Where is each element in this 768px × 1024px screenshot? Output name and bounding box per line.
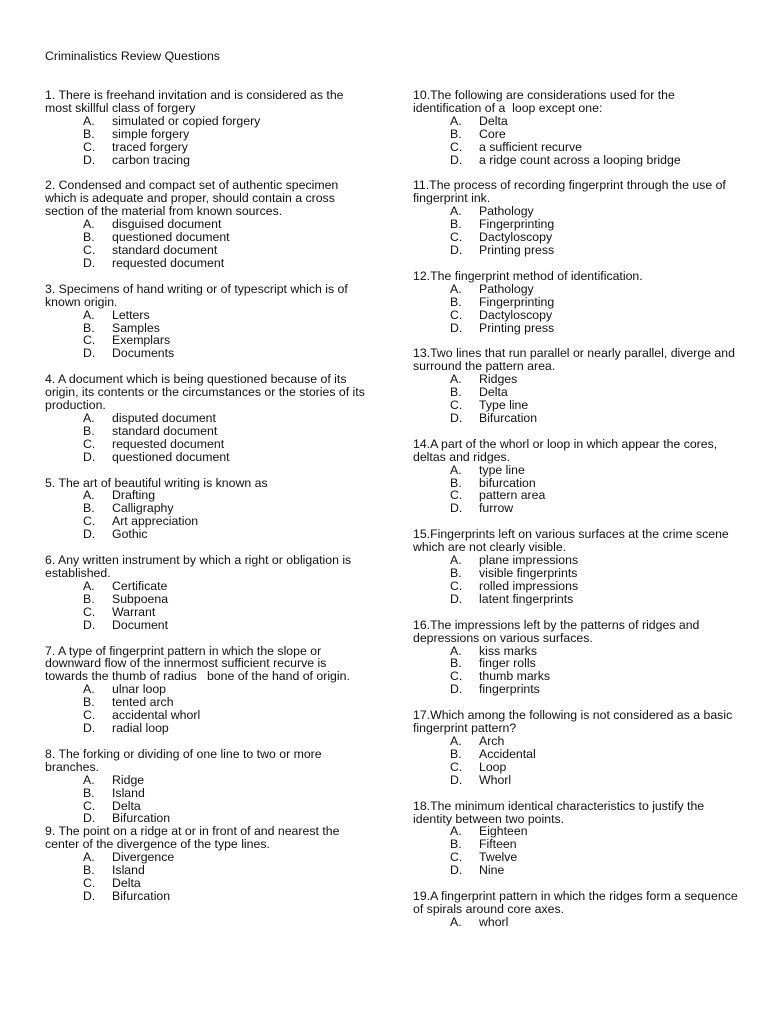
option-text: Document: [112, 617, 169, 632]
option-letter: A.: [83, 307, 95, 322]
option-letter: A.: [450, 824, 462, 839]
option-letter: C.: [83, 798, 96, 813]
answer-option: [413, 244, 743, 257]
option-letter: D.: [83, 811, 96, 826]
answer-option: [45, 877, 365, 890]
answer-option: [45, 347, 365, 360]
option-letter: A.: [450, 914, 462, 929]
option-text: Ridges: [479, 372, 518, 387]
answer-options: [45, 115, 365, 167]
option-text: rolled impressions: [479, 578, 579, 593]
option-text: Island: [112, 863, 145, 878]
answer-option: [45, 619, 365, 632]
option-text: Type line: [479, 398, 529, 413]
answer-options: [413, 916, 743, 929]
option-letter: B.: [83, 501, 95, 516]
question-item: [45, 372, 369, 464]
option-text: simple forgery: [112, 126, 190, 141]
option-text: Fingerprinting: [479, 217, 555, 232]
option-text: Bifurcation: [112, 811, 171, 826]
option-letter: B.: [83, 126, 95, 141]
answer-option: [413, 502, 743, 515]
answer-options: [413, 464, 743, 516]
option-text: tented arch: [112, 695, 174, 710]
question-item: [45, 89, 365, 166]
option-text: visible fingerprints: [479, 566, 578, 580]
option-letter: A.: [83, 488, 95, 503]
option-text: Twelve: [479, 850, 518, 865]
answer-option: [413, 580, 743, 593]
answer-options: [413, 554, 743, 606]
option-letter: D.: [450, 242, 463, 257]
option-letter: A.: [450, 733, 462, 748]
option-letter: B.: [450, 385, 462, 400]
option-text: Dactyloscopy: [479, 307, 553, 322]
option-text: Delta: [112, 798, 141, 813]
option-letter: A.: [83, 578, 95, 593]
option-letter: D.: [83, 346, 96, 361]
option-text: Drafting: [112, 488, 156, 503]
option-letter: C.: [450, 759, 463, 774]
option-letter: D.: [83, 152, 96, 167]
option-letter: D.: [450, 863, 463, 878]
option-letter: D.: [83, 527, 96, 542]
option-letter: A.: [450, 462, 462, 477]
option-letter: C.: [450, 139, 463, 154]
option-letter: A.: [450, 372, 462, 387]
option-letter: C.: [83, 875, 96, 890]
answer-option: [45, 438, 365, 451]
option-letter: B.: [83, 695, 95, 710]
option-letter: A.: [83, 772, 95, 787]
question-item: [413, 528, 743, 605]
answer-option: [413, 412, 743, 425]
option-letter: B.: [83, 320, 95, 335]
answer-options: [45, 489, 365, 541]
option-text: Fifteen: [479, 837, 517, 852]
answer-option: [413, 477, 743, 490]
option-text: Whorl: [479, 772, 512, 787]
question-stem: 2. Condensed and compact set of authentic specimen which is adequate and proper, should contain a cross section of the material from known sources.: [45, 178, 342, 219]
option-text: latent fingerprints: [479, 591, 574, 606]
answer-options: [413, 373, 743, 425]
answer-option: [45, 244, 365, 257]
answer-option: [45, 722, 365, 735]
question-stem: 3. Specimens of hand writing or of typescript which is of known origin.: [45, 281, 352, 309]
option-letter: C.: [83, 139, 96, 154]
question-stem: 6. Any written instrument by which a right or obligation is established.: [45, 553, 355, 580]
option-text: standard document: [112, 423, 218, 438]
answer-option: [45, 580, 365, 593]
option-text: Dactyloscopy: [479, 230, 553, 245]
document-title: Criminalistics Review Questions: [45, 49, 220, 63]
option-letter: D.: [83, 617, 96, 632]
question-item: [413, 89, 743, 166]
option-text: radial loop: [112, 720, 169, 735]
option-text: Samples: [112, 320, 160, 335]
option-text: furrow: [479, 501, 514, 516]
option-letter: D.: [450, 410, 463, 425]
option-letter: B.: [83, 423, 95, 438]
question-stem: 8. The forking or dividing of one line to two or more branches.: [45, 746, 326, 774]
answer-option: [413, 399, 743, 412]
answer-option: [45, 787, 365, 800]
option-text: Documents: [112, 346, 175, 361]
answer-option: [413, 231, 743, 244]
question-stem: 7. A type of fingerprint pattern in which the slope or downward flow of the innermost sufficient recurve is towards the thumb of radius bone of the hand of origin.: [45, 643, 350, 684]
question-stem: 11.The process of recording fingerprint through the use of fingerprint ink.: [413, 178, 730, 206]
answer-option: [45, 774, 365, 787]
question-item: [413, 890, 743, 929]
option-text: Loop: [479, 759, 507, 774]
option-letter: B.: [450, 126, 462, 141]
answer-options: [45, 851, 365, 903]
option-text: Fingerprinting: [479, 294, 555, 309]
question-stem: 12.The fingerprint method of identification.: [413, 268, 643, 283]
option-letter: A.: [83, 682, 95, 697]
option-letter: C.: [83, 242, 96, 257]
answer-option: [413, 748, 743, 761]
answer-option: [45, 864, 365, 877]
option-text: requested document: [112, 436, 225, 451]
option-text: a sufficient recurve: [479, 139, 582, 154]
answer-option: [413, 205, 743, 218]
option-text: whorl: [479, 914, 509, 929]
answer-option: [413, 464, 743, 477]
option-letter: C.: [83, 514, 96, 529]
option-text: simulated or copied forgery: [112, 113, 261, 128]
option-text: a ridge count across a looping bridge: [479, 152, 681, 167]
option-text: disguised document: [112, 217, 222, 232]
question-stem: 4. A document which is being questioned because of its origin, its contents or the circumstances or the stories of its production.: [45, 372, 369, 413]
option-letter: B.: [450, 566, 462, 580]
answer-option: [413, 774, 743, 787]
question-item: [45, 179, 365, 269]
answer-options: [45, 412, 365, 464]
question-item: [45, 283, 365, 360]
option-letter: C.: [450, 398, 463, 413]
option-text: kiss marks: [479, 643, 538, 658]
option-text: Nine: [479, 863, 505, 878]
right-question-column: [413, 89, 743, 929]
option-text: questioned document: [112, 449, 230, 464]
answer-option: [413, 657, 743, 670]
option-letter: D.: [450, 591, 463, 606]
option-text: Accidental: [479, 746, 536, 761]
answer-options: [413, 735, 743, 787]
question-stem: 18.The minimum identical characteristics to justify the identity between two points.: [413, 798, 708, 826]
question-stem: 9. The point on a ridge at or in front of and nearest the center of the divergence of the type lines.: [45, 824, 343, 852]
answer-options: [45, 774, 365, 826]
option-letter: D.: [450, 501, 463, 516]
option-text: Delta: [479, 385, 508, 400]
answer-option: [45, 154, 365, 167]
answer-option: [45, 141, 365, 154]
option-text: Pathology: [479, 204, 534, 219]
question-stem: 17.Which among the following is not considered as a basic fingerprint pattern?: [413, 708, 736, 736]
answer-option: [413, 683, 743, 696]
question-stem: 1. There is freehand invitation and is considered as the most skillful class of forgery: [45, 88, 347, 115]
option-letter: D.: [450, 772, 463, 787]
answer-option: [413, 309, 743, 322]
option-text: Bifurcation: [479, 410, 538, 425]
answer-option: [45, 412, 365, 425]
answer-option: [413, 218, 743, 231]
question-stem: 14.A part of the whorl or loop in which appear the cores, deltas and ridges.: [413, 436, 721, 464]
answer-option: [413, 554, 743, 567]
answer-option: [413, 761, 743, 774]
option-text: bifurcation: [479, 475, 536, 490]
option-text: ulnar loop: [112, 682, 167, 697]
answer-option: [413, 851, 743, 864]
option-text: Core: [479, 126, 506, 141]
option-letter: B.: [83, 230, 95, 245]
option-text: carbon tracing: [112, 152, 190, 167]
answer-option: [413, 296, 743, 309]
answer-option: [45, 425, 365, 438]
option-text: Letters: [112, 307, 150, 322]
answer-options: [45, 218, 365, 270]
answer-option: [413, 838, 743, 851]
option-text: Island: [112, 785, 145, 800]
option-text: Calligraphy: [112, 501, 174, 516]
question-stem: 13.Two lines that run parallel or nearly parallel, diverge and surround the pattern area.: [413, 346, 739, 374]
option-letter: C.: [83, 333, 96, 348]
answer-option: [45, 257, 365, 270]
answer-option: [413, 283, 743, 296]
question-item: [413, 709, 743, 786]
option-letter: C.: [450, 230, 463, 245]
answer-option: [45, 115, 365, 128]
question-item: [413, 619, 743, 696]
answer-option: [413, 141, 743, 154]
answer-option: [413, 593, 743, 606]
question-item: [45, 554, 365, 631]
option-letter: C.: [83, 436, 96, 451]
option-text: accidental whorl: [112, 708, 201, 723]
answer-option: [45, 528, 365, 541]
option-text: Divergence: [112, 850, 175, 865]
option-text: Gothic: [112, 527, 148, 542]
option-letter: B.: [450, 294, 462, 309]
answer-option: [413, 864, 743, 877]
option-text: finger rolls: [479, 656, 536, 671]
answer-options: [45, 309, 365, 361]
option-letter: C.: [83, 604, 96, 619]
answer-options: [413, 283, 743, 335]
answer-option: [413, 154, 743, 167]
answer-options: [413, 645, 743, 697]
option-letter: C.: [83, 708, 96, 723]
answer-options: [413, 115, 743, 167]
option-letter: D.: [83, 449, 96, 464]
option-letter: B.: [450, 475, 462, 490]
option-letter: A.: [450, 113, 462, 128]
option-letter: D.: [83, 888, 96, 903]
option-letter: C.: [450, 488, 463, 503]
option-letter: B.: [450, 746, 462, 761]
answer-option: [413, 128, 743, 141]
answer-option: [413, 645, 743, 658]
option-text: Printing press: [479, 242, 555, 257]
answer-option: [413, 322, 743, 335]
option-text: Ridge: [112, 772, 145, 787]
option-letter: A.: [83, 113, 95, 128]
option-text: thumb marks: [479, 669, 551, 684]
option-text: Warrant: [112, 604, 156, 619]
option-letter: C.: [450, 307, 463, 322]
answer-options: [45, 580, 365, 632]
option-text: questioned document: [112, 230, 230, 245]
option-text: Delta: [479, 113, 508, 128]
option-letter: B.: [83, 863, 95, 878]
option-letter: D.: [450, 682, 463, 697]
option-text: Printing press: [479, 320, 555, 335]
option-letter: D.: [450, 152, 463, 167]
option-text: Exemplars: [112, 333, 171, 348]
option-text: Delta: [112, 875, 141, 890]
answer-option: [413, 735, 743, 748]
option-letter: C.: [450, 578, 463, 593]
option-letter: D.: [450, 320, 463, 335]
question-item: [413, 347, 743, 424]
option-text: Arch: [479, 733, 505, 748]
option-letter: A.: [83, 217, 95, 232]
question-stem: 19.A fingerprint pattern in which the ridges form a sequence of spirals around core axes.: [413, 889, 742, 916]
option-text: pattern area: [479, 488, 546, 503]
option-letter: C.: [450, 850, 463, 865]
option-text: Subpoena: [112, 591, 169, 606]
option-letter: A.: [450, 643, 462, 658]
answer-option: [413, 115, 743, 128]
answer-option: [45, 309, 365, 322]
option-letter: A.: [83, 850, 95, 865]
left-question-column: [45, 88, 369, 903]
option-letter: A.: [450, 204, 462, 219]
option-letter: B.: [450, 217, 462, 232]
option-text: disputed document: [112, 410, 216, 425]
question-item: [413, 270, 743, 335]
question-stem: 16.The impressions left by the patterns of ridges and depressions on various surfaces.: [413, 617, 703, 645]
option-text: traced forgery: [112, 139, 188, 154]
question-item: [45, 825, 365, 902]
option-letter: B.: [450, 656, 462, 671]
option-text: Bifurcation: [112, 888, 171, 903]
question-item: [45, 645, 365, 735]
question-item: [45, 477, 365, 542]
option-letter: D.: [83, 255, 96, 270]
option-letter: D.: [83, 720, 96, 735]
answer-option: [413, 567, 743, 580]
answer-option: [413, 373, 743, 386]
option-text: requested document: [112, 255, 225, 270]
answer-option: [45, 606, 365, 619]
option-letter: C.: [450, 669, 463, 684]
option-text: Art appreciation: [112, 514, 199, 529]
question-stem: 15.Fingerprints left on various surfaces at the crime scene which are not clearly visible.: [413, 527, 733, 555]
option-letter: A.: [450, 553, 462, 568]
option-letter: B.: [83, 785, 95, 800]
answer-option: [45, 128, 365, 141]
answer-option: [413, 489, 743, 502]
option-text: Eighteen: [479, 824, 528, 839]
option-text: plane impressions: [479, 553, 579, 568]
answer-option: [413, 825, 743, 838]
answer-options: [413, 825, 743, 877]
answer-option: [413, 916, 743, 929]
question-stem: 5. The art of beautiful writing is known as: [45, 475, 268, 490]
option-letter: B.: [83, 591, 95, 606]
answer-options: [45, 683, 365, 735]
option-text: Certificate: [112, 578, 168, 593]
answer-option: [45, 890, 365, 903]
option-text: standard document: [112, 242, 218, 257]
question-item: [413, 179, 743, 256]
answer-option: [413, 386, 743, 399]
answer-option: [413, 670, 743, 683]
question-item: [413, 800, 743, 877]
option-letter: A.: [83, 410, 95, 425]
question-stem: 10.The following are considerations used for the identification of a loop except one:: [413, 88, 679, 115]
option-text: Pathology: [479, 281, 534, 296]
question-item: [413, 438, 743, 515]
option-text: fingerprints: [479, 682, 540, 697]
answer-options: [413, 205, 743, 257]
option-letter: A.: [450, 281, 462, 296]
answer-option: [45, 451, 365, 464]
question-item: [45, 748, 365, 825]
option-text: type line: [479, 462, 525, 477]
answer-option: [45, 593, 365, 606]
option-letter: B.: [450, 837, 462, 852]
